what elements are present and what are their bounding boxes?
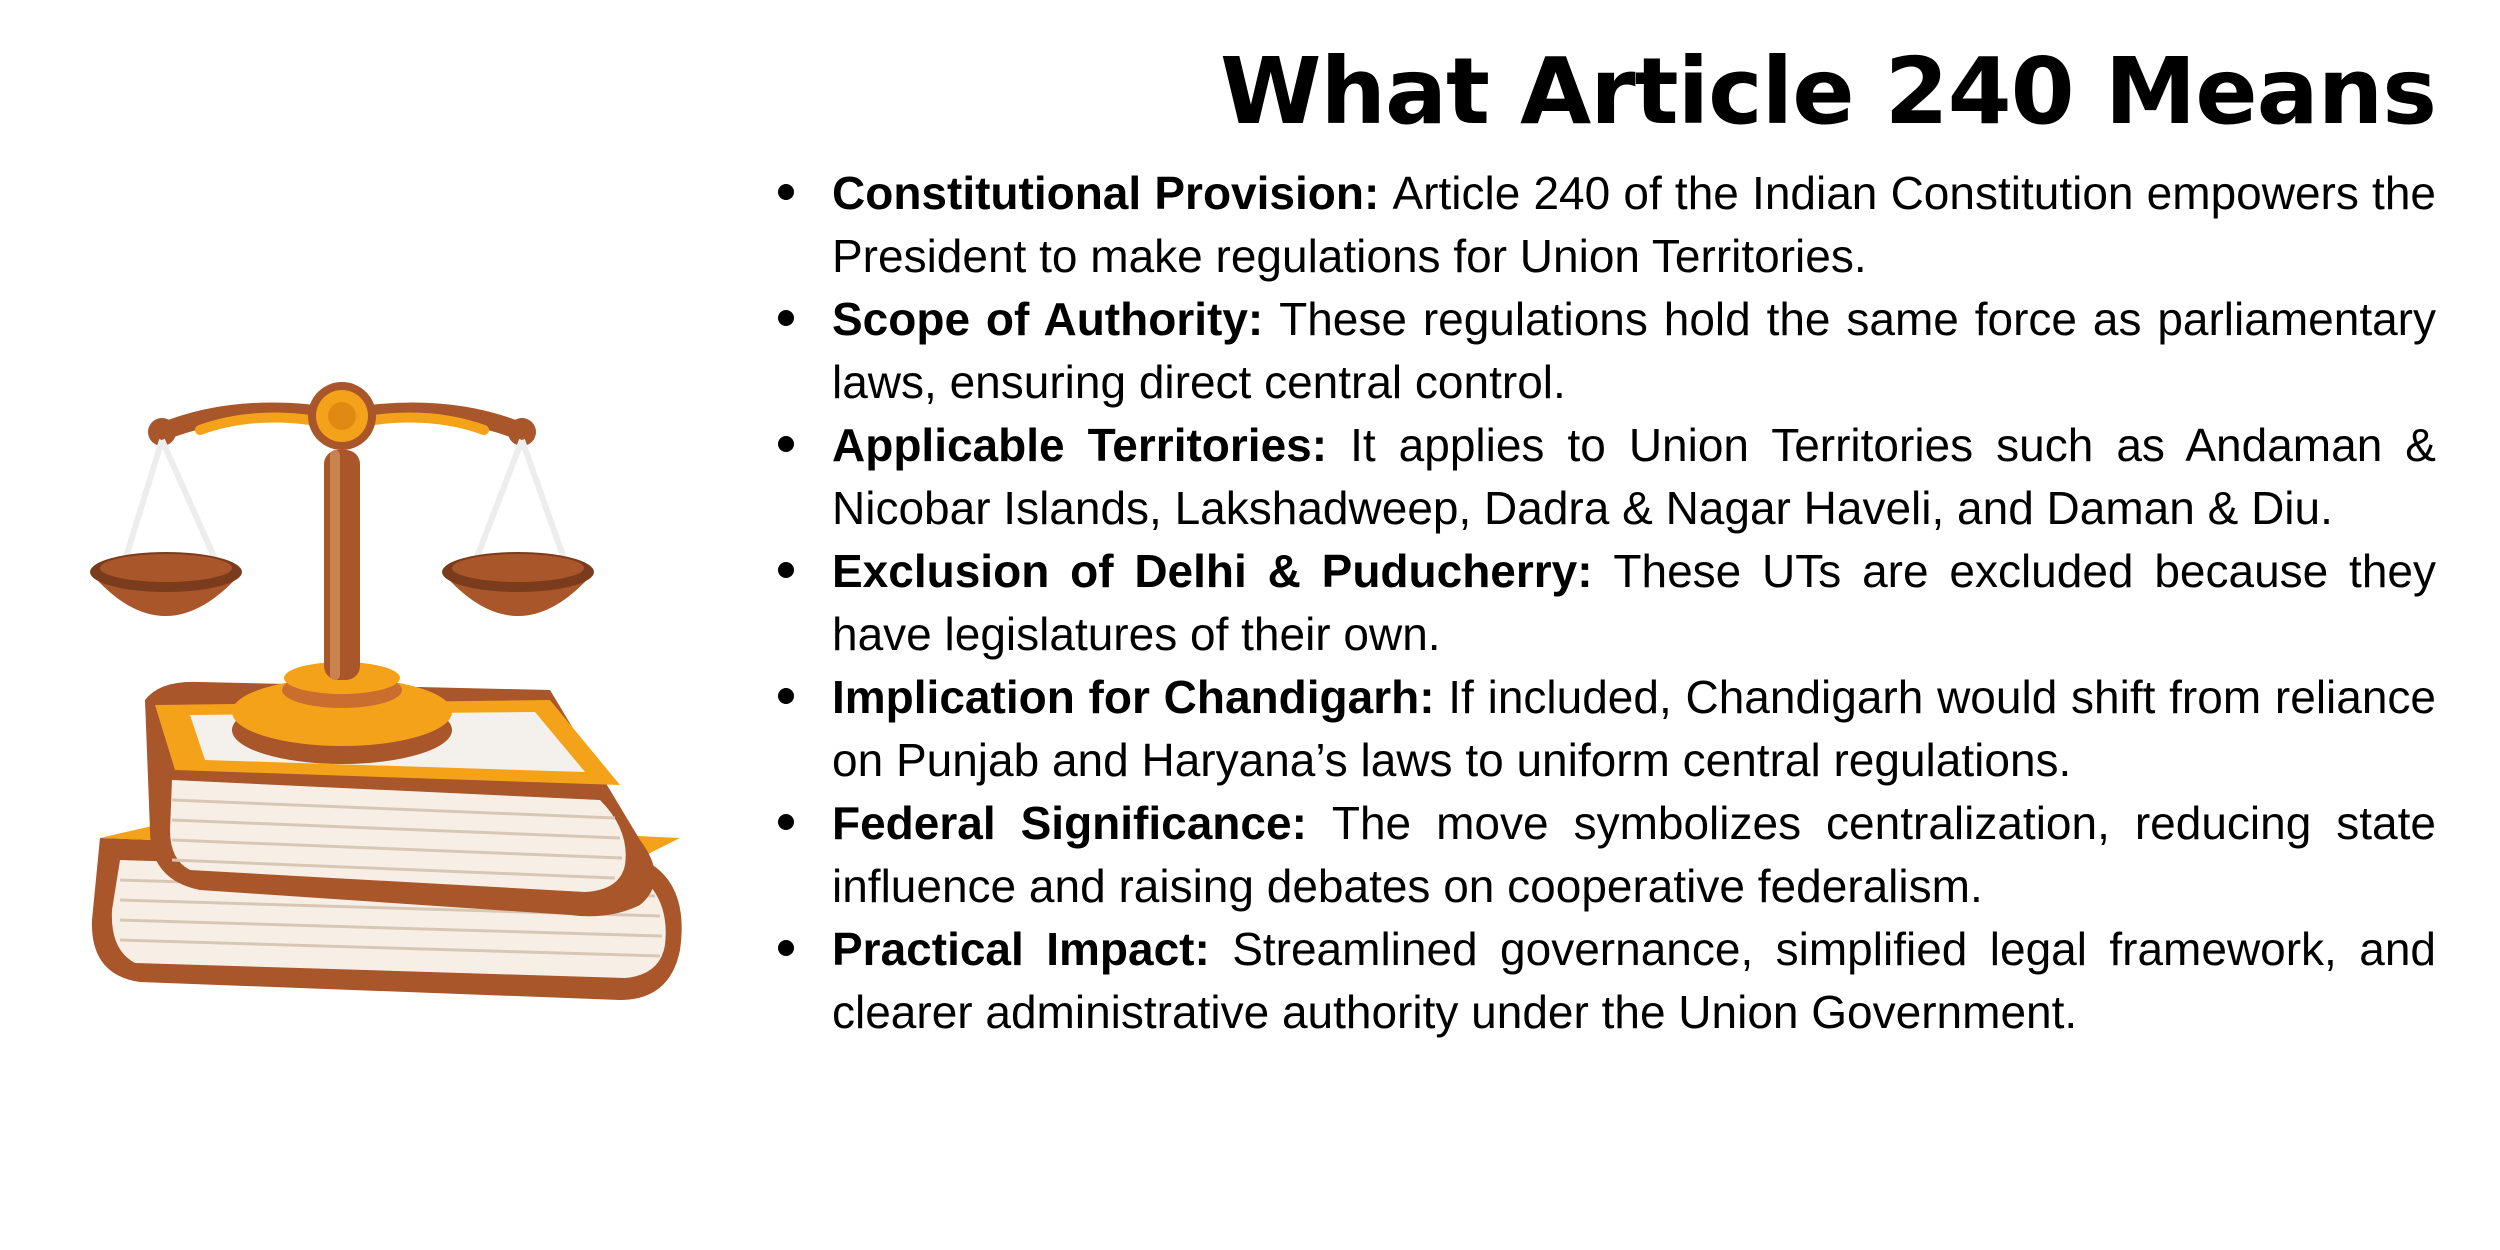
point-text: It applies to Union Territories such as Andaman & Nicobar Islands, Lakshadweep, Dadra & Nagar Haveli, and Daman & Diu. xyxy=(832,419,2436,534)
scales-of-justice-illustration xyxy=(80,360,720,1040)
list-item xyxy=(760,288,2436,414)
point-text: The move symbolizes centralization, reducing state influence and raising debates on cooperative federalism. xyxy=(832,797,2436,912)
bullet-icon xyxy=(778,814,794,830)
left-scale-pan xyxy=(90,440,242,616)
bullet-icon xyxy=(778,436,794,452)
point-heading: Implication for Chandigarh: xyxy=(832,671,1449,723)
list-item xyxy=(760,414,2436,540)
list-item xyxy=(760,162,2436,288)
point-heading: Applicable Territories: xyxy=(832,419,1351,471)
bullet-icon xyxy=(778,562,794,578)
point-heading: Scope of Authority: xyxy=(832,293,1280,345)
point-text: These UTs are excluded because they have legislatures of their own. xyxy=(832,545,2436,660)
list-item xyxy=(760,666,2436,792)
point-heading: Practical Impact: xyxy=(832,923,1233,975)
point-text: Article 240 of the Indian Constitution empowers the President to make regulations for Union Territories. xyxy=(832,167,2436,282)
article-240-points-list xyxy=(760,162,2436,1044)
scale-pillar xyxy=(324,450,360,680)
bullet-icon xyxy=(778,688,794,704)
page-title: What Article 240 Means xyxy=(1219,38,2436,145)
point-text: These regulations hold the same force as parliamentary laws, ensuring direct central control. xyxy=(832,293,2436,408)
point-text: If included, Chandigarh would shift from reliance on Punjab and Haryana’s laws to uniform central regulations. xyxy=(832,671,2437,786)
list-item xyxy=(760,918,2436,1044)
point-text: Streamlined governance, simplified legal framework, and clearer administrative authority under the Union Government. xyxy=(832,923,2436,1038)
point-heading: Constitutional Provision: xyxy=(832,167,1393,219)
bullet-icon xyxy=(778,184,794,200)
right-scale-pan xyxy=(442,440,594,616)
point-heading: Federal Significance: xyxy=(832,797,1332,849)
scales-on-books-icon xyxy=(80,360,720,1040)
list-item xyxy=(760,540,2436,666)
bullet-icon xyxy=(778,940,794,956)
bullet-icon xyxy=(778,310,794,326)
list-item xyxy=(760,792,2436,918)
point-heading: Exclusion of Delhi & Puducherry: xyxy=(832,545,1614,597)
